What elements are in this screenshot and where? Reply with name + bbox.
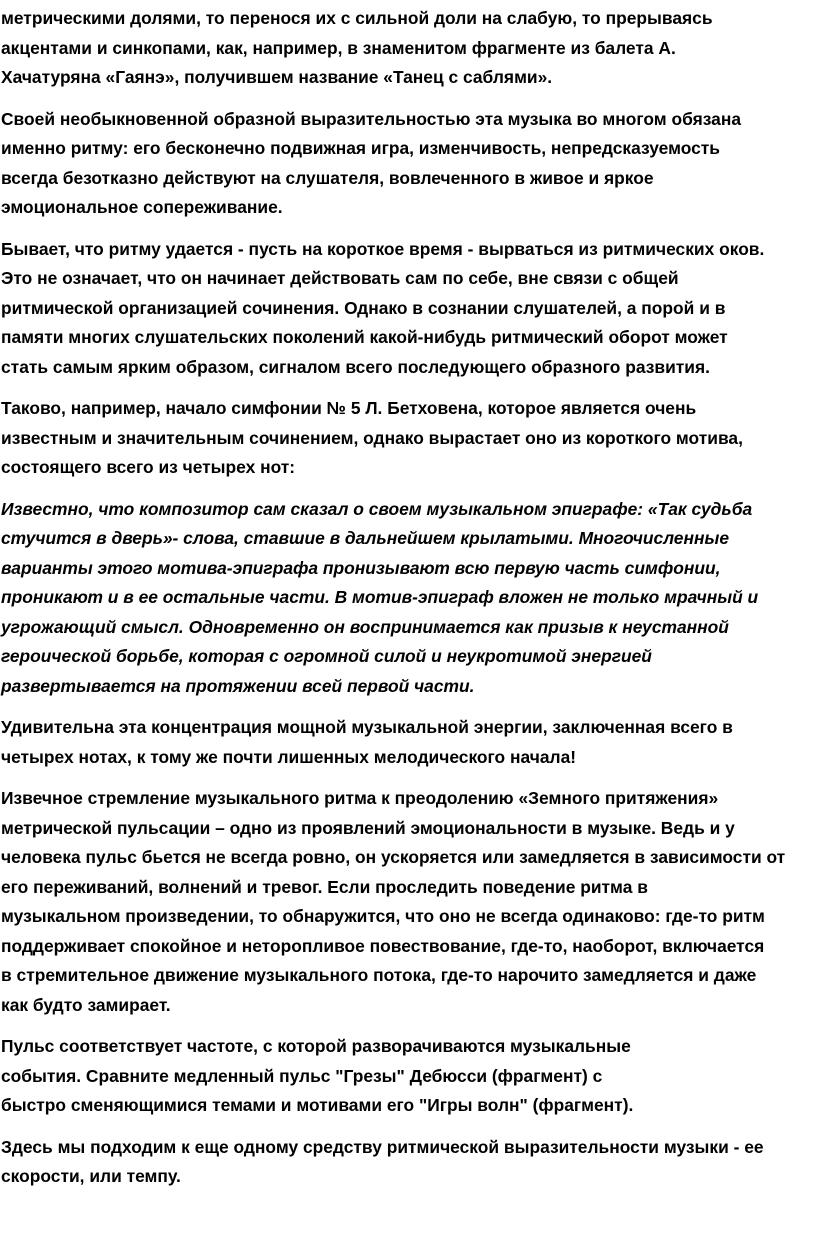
paragraph-4: Таково, например, начало симфонии № 5 Л. Бетховена, которое является очень известным и значительным сочинением, однако вырастает оно из короткого мотива, состоящего всего из четырех нот: xyxy=(1,398,743,477)
paragraph-2: Своей необыкновенной образной выразительностью эта музыка во многом обязана именно ритму: его бесконечно подвижная игра, изменчивость, непредсказуемость всегда безотказно действуют на слушателя, вовлеченного в живое и яркое эмоциональное сопереживание. xyxy=(1,108,742,217)
paragraph-8: Пульс соответствует частоте, с которой разворачиваются музыкальные события. Сравните медленный пульс "Грезы" Дебюсси (фрагмент) с быстро сменяющимися темами и мотивами его "Игры волн" (фрагмент). xyxy=(1,1036,634,1115)
paragraph-1: метрическими долями, то перенося их с сильной доли на слабую, то прерываясь акцентами и синкопами, как, например, в знаменитом фрагменте из балета А. Хачатуряна «Гаянэ», получившем название «Танец с саблями». xyxy=(1,8,713,87)
paragraph-7: Извечное стремление музыкального ритма к преодолению «Земного притяжения» метрической пульсации – одно из проявлений эмоциональности в музыке. Ведь и у человека пульс бьется не всегда ровно, он ускоряется или замедляется в зависимости от его переживаний, волнений и тревог. Если проследить поведение ритма в музыкальном произведении, то обнаружится, что оно не всегда одинаково: где-то ритм поддерживает спокойное и неторопливое повествование, где-то, наоборот, включается в стремительное движение музыкального потока, где-то нарочито замедляется и даже как будто замирает. xyxy=(1,788,786,1015)
paragraph-6: Удивительна эта концентрация мощной музыкальной энергии, заключенная всего в четырех нотах, к тому же почти лишенных мелодического начала! xyxy=(1,717,733,767)
paragraph-5-italic-quote: Известно, что композитор сам сказал о своем музыкальном эпиграфе: «Так судьба стучится в дверь»- слова, ставшие в дальнейшем крылатыми. Многочисленные варианты этого мотива-эпиграфа пронизывают всю первую часть симфонии, проникают и в ее остальные части. В мотив-эпиграф вложен не только мрачный и угрожающий смысл. Одновременно он воспринимается как призыв к неустанной героической борьбе, которая с огромной силой и неукротимой энергией развертывается на протяжении всей первой части. xyxy=(1,498,759,696)
paragraph-9: Здесь мы подходим к еще одному средству ритмической выразительности музыки - ее скорости, или темпу. xyxy=(1,1136,764,1186)
paragraph-3: Бывает, что ритму удается - пусть на короткое время - вырваться из ритмических оков. Это не означает, что он начинает действовать сам по себе, вне связи с общей ритмической организацией сочинения. Однако в сознании слушателей, а порой и в памяти многих слушательских поколений какой-нибудь ритмический оборот может стать самым ярким образом, сигналом всего последующего образного развития. xyxy=(1,238,765,377)
